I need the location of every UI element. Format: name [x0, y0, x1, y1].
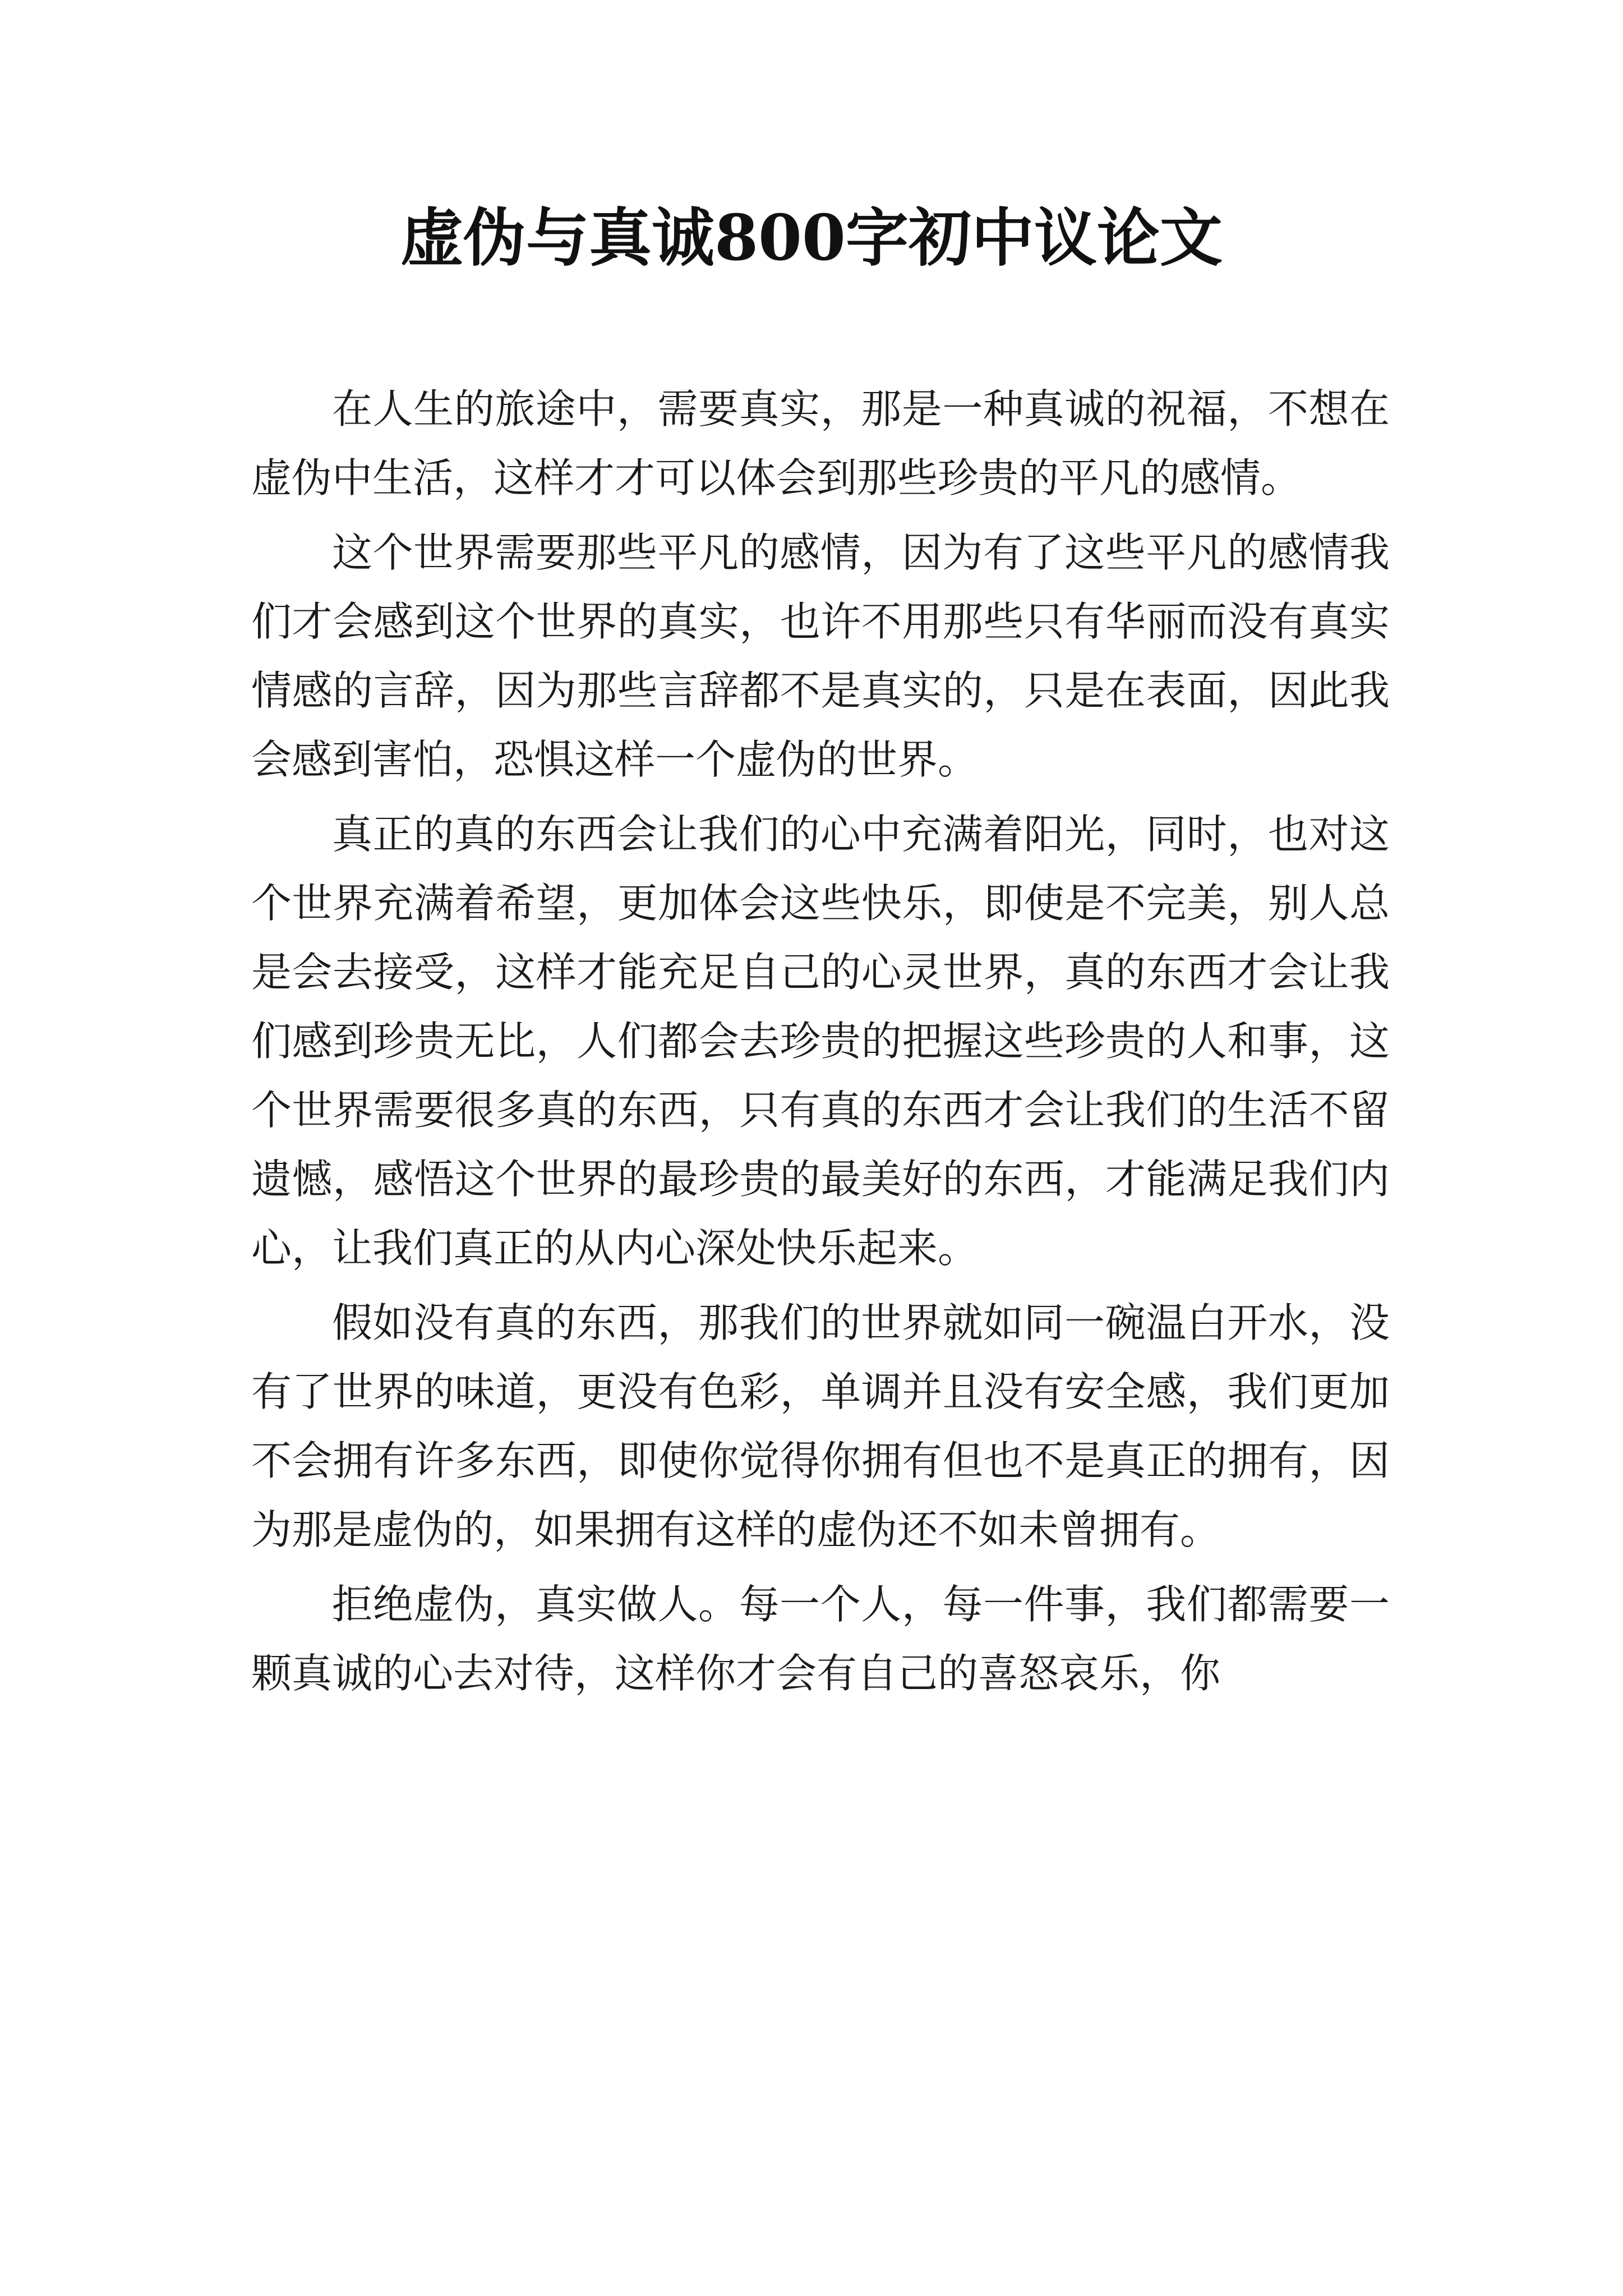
document-body: [251, 375, 1390, 1708]
paragraph: 真正的真的东西会让我们的心中充满着阳光，同时，也对这个世界充满着希望，更加体会这些快乐，即使是不完美，别人总是会去接受，这样才能充足自己的心灵世界，真的东西才会让我们感到珍贵无比，人们都会去珍贵的把握这些珍贵的人和事，这个世界需要很多真的东西，只有真的东西才会让我们的生活不留遗憾，感悟这个世界的最珍贵的最美好的东西，才能满足我们内心，让我们真正的从内心深处快乐起来。: [251, 811, 1390, 1272]
paragraph: 这个世界需要那些平凡的感情，因为有了这些平凡的感情我们才会感到这个世界的真实，也许不用那些只有华丽而没有真实情感的言辞，因为那些言辞都不是真实的，只是在表面，因此我会感到害怕，恐惧这样一个虚伪的世界。: [251, 529, 1390, 783]
paragraph: 假如没有真的东西，那我们的世界就如同一碗温白开水，没有了世界的味道，更没有色彩，单调并且没有安全感，我们更加不会拥有许多东西，即使你觉得你拥有但也不是真正的拥有，因为那是虚伪的，如果拥有这样的虚伪还不如未曾拥有。: [251, 1299, 1390, 1553]
paragraph: 在人生的旅途中，需要真实，那是一种真诚的祝福，不想在虚伪中生活，这样才才可以体会到那些珍贵的平凡的感情。: [251, 385, 1390, 501]
paragraph: 拒绝虚伪，真实做人。每一个人，每一件事，我们都需要一颗真诚的心去对待，这样你才会有自己的喜怒哀乐，你: [251, 1581, 1390, 1697]
document-title: 虚伪与真诚800字初中议论文: [400, 201, 1223, 275]
